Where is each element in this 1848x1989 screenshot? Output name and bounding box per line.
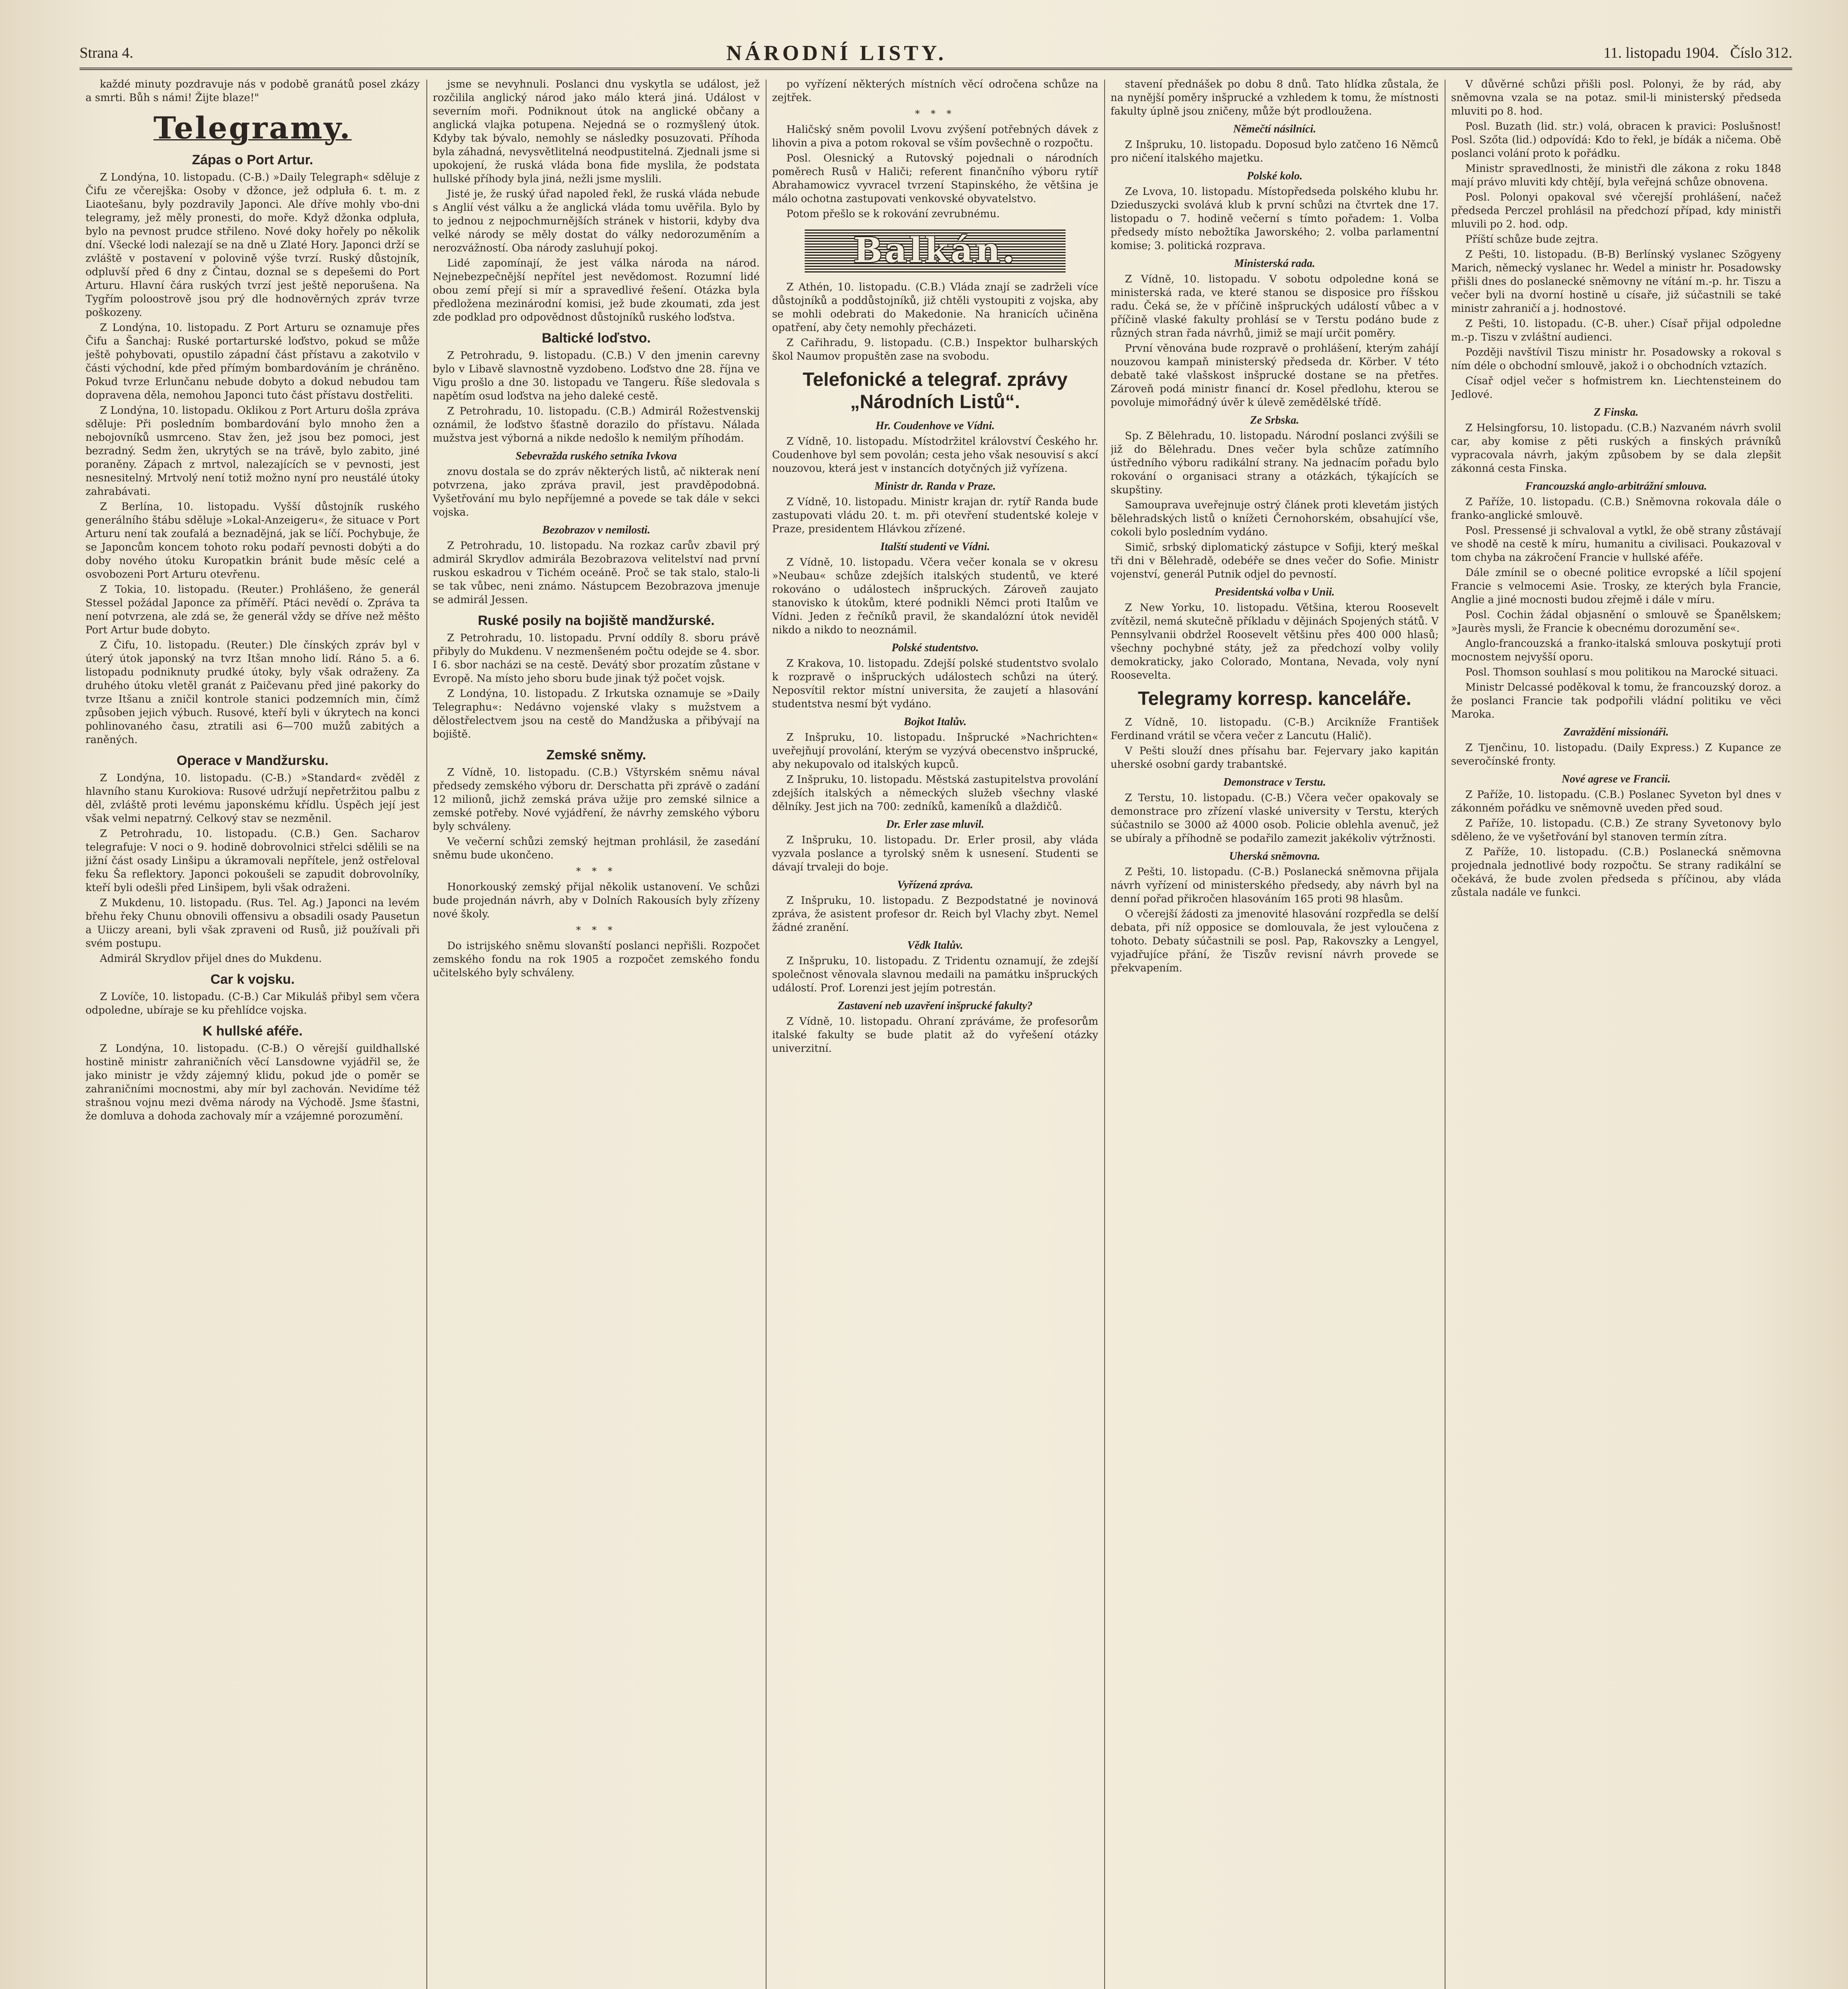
article-text: Z Londýna, 10. listopadu. (C-B.) O věrejší guildhallské hostině ministr zahraničních věcí Lansdowne vyjádřil se, že jako ministr je vždy zájemný klidu, pokud jde o poměr se zahraničními mocnostmi, aby mír byl zachován. Nevidíme též strašnou vojnu mezi dvěma národy na Východě. Jsme šťastni, že domluva a dohoda zachovaly mír a vzájemné porozumění. <box>86 1043 420 1122</box>
masthead: NÁRODNÍ LISTY. <box>726 41 947 65</box>
article-heading: Demonstrace v Terstu. <box>1223 776 1326 788</box>
article-text: Posl. Buzath (lid. str.) volá, obracen k pravici: Poslušnost! Posl. Szőta (lid.) odpovídá: Kdo to řekl, je bídák a ničema. Obě poslanci volání proto k pořádku. <box>1451 121 1781 160</box>
column-4 <box>1111 78 1439 1989</box>
article-text: Z Athén, 10. listopadu. (C.B.) Vláda znají se zadrželi více důstojníků a poddůstojníků, již chtěli vystoupiti z vojska, aby se mohli odebrati do Makedonie. Na hranicích učiněna opatření, aby čety nemohly přecházeti. <box>772 281 1098 334</box>
article-text: Císař odjel večer s hofmistrem kn. Liechtensteinem do Jedlové. <box>1451 375 1781 401</box>
date-and-issue: 11. listopadu 1904. Číslo 312. <box>1603 45 1792 61</box>
article-heading: Ruské posily na bojiště mandžurské. <box>478 613 715 628</box>
article-text: Z Pešti, 10. listopadu. (B-B) Berlínský vyslanec Szögyeny Marich, německý vyslanec hr. Wedel a ministr hr. Posadowsky přišli dnes do poslanecké sněmovny ne vítání m.-p. hr. Tiszu a večer byli na dvorní hostině u císaře, již súčastnili se také ministr zahraničí a j. hodnostové. <box>1451 249 1781 315</box>
article-text: Z Krakova, 10. listopadu. Zdejší polské studentstvo svolalo k rozpravě o inšpruckých událostech schůzi na úterý. Neposvítil rektor místní universita, že zaujetí a hlasování studentstva nesmí být vydáno. <box>772 658 1098 710</box>
article-text: Z Tjenčinu, 10. listopadu. (Daily Express.) Z Kupance ze severočínské fronty. <box>1451 742 1781 767</box>
article-text: Honorkouský zemský přijal několik ustanovení. Ve schůzi bude projednán návrh, aby v Dolních Rakousích byly zřízeny nové školy. <box>433 881 760 920</box>
article-text: Ve večerní schůzi zemský hejtman prohlásil, že zasedání sněmu bude ukončeno. <box>433 836 760 861</box>
article-text: Z Vídně, 10. listopadu. (C.B.) Vštyrském sněmu nával předsedy zemského výboru dr. Derschatta při zprávě o zadání 12 milionů, jichž zemská práva užije pro zemské silnice a zemské potřeby. Nové vyjádření, že návrhy zemského výboru byly schváleny. <box>433 767 760 833</box>
article-heading: Car k vojsku. <box>210 972 295 987</box>
article-text: Ze Lvova, 10. listopadu. Místopředseda polského klubu hr. Dzieduszycki svolává klub k první schůzi na čtvrtek dne 17. listopadu o 7. hodině večerní s tímto pořadem: 1. Volba předsedy místo nebožtíka Jaworského; 2. volba parlamentní komise; 3. politická rozprava. <box>1111 186 1439 252</box>
article-text: jsme se nevyhnuli. Poslanci dnu vyskytla se událost, jež rozčilila anglický národ jako málo která jiná. Událost v severním moři. Podniknout útok na anglické občany a anglická vlajka potupena. Nejedná se o rozmyšlený útok. Kdyby tak bývalo, nemohly se následky posuzovati. Příhoda byla záhadná, nevysvětlitelná neodpustitelná. Zjednali jsme si upokojení, že ruská vláda bona fide myslila, že podstata hullské příhody byla jiná, nežli jsme myslili. <box>433 78 760 185</box>
article-text: Z Pešti, 10. listopadu. (C-B.) Poslanecká sněmovna přijala návrh vyřízení od ministerského předsedy, aby návrh byl na denní pořad přikročen hlasováním 165 proti 98 hlasům. <box>1111 866 1439 905</box>
article-text: Admirál Skrydlov přijel dnes do Mukdenu. <box>100 953 322 965</box>
column-3 <box>772 78 1098 1989</box>
article-text: Do istrijského sněmu slovanští poslanci nepřišli. Rozpočet zemského fondu na rok 1905 a rozpočet zemského fondu učitelského byly schváleny. <box>433 940 760 979</box>
article-heading: Operace v Mandžursku. <box>177 753 329 768</box>
article-text: Z Vídně, 10. listopadu. Včera večer konala se v okresu »Neubau« schůze zdejších italských studentů, ve které rokováno o událostech inšpruckých. Zároveň zaujato stanovisko k útokům, které podnikli Němci proti Italům ve Vídni. Jeden z řečníků pravil, že skandalózní útok neviděl nikdo a nikdo to neoznámil. <box>772 557 1098 636</box>
article-text: po vyřízení některých místních věcí odročena schůze na zejtřek. <box>772 78 1098 104</box>
article-text: Lidé zapomínají, že jest válka národa na národ. Nejnebezpečnější nepřítel jest nevědomost. Rozumní lidé obou zemí přejí si mír a spravedlivé řešení. Otázka byla předložena mezinárodní komisi, jež bude zkoumati, zda jest zde podklad pro odpovědnost důstojníků ruského loďstva. <box>433 257 760 323</box>
article-text: Z Helsingforsu, 10. listopadu. (C.B.) Nazvaném návrh svolil car, aby komise z pěti ruských a finských právníků vypracovala návrh, jakým způsobem by se dala zlepšit zákonná cesta Finska. <box>1451 422 1781 475</box>
article-text: Dále zmínil se o obecné politice evropské a líčil spojení Francie s velmocemi Asie. Trosky, ze kterých byla Francie, Anglie a jiné mocnosti budou zřejmě i dále v míru. <box>1451 567 1781 606</box>
article-heading: Francouzská anglo-arbitrážní smlouva. <box>1525 480 1707 492</box>
article-heading: Presidentská volba v Unii. <box>1214 586 1335 598</box>
article-heading: Italští studenti ve Vídni. <box>880 541 990 553</box>
article-text: každé minuty pozdravuje nás v podobě granátů posel zkázy a smrti. Bůh s námi! Žijte blaze!" <box>86 78 420 104</box>
article-text: Posl. Thomson souhlasí s mou politikou na Marocké situaci. <box>1465 666 1778 678</box>
article-text: Z Pešti, 10. listopadu. (C-B. uher.) Císař přijal odpoledne m.-p. Tiszu v zvláštní audienci. <box>1451 318 1781 343</box>
section-title: Telegramy. <box>153 110 352 146</box>
separator-stars: * * * <box>915 108 955 119</box>
article-text: Z Londýna, 10. listopadu. Z Port Arturu se oznamuje přes Čifu a Šanchaj: Ruské portarturské loďstvo, pokud se může ještě pohybovati, opustilo západní část přístavu a zakotvilo v části východní, kde před přímým bombardováním je chráněno. Pokud tvrze Erlunčanu nebude dobyto a dokud nebudou tam dopravena děla, nemohou Japonci tuto část přístavu dostřeliti. <box>86 322 420 401</box>
article-text: Samouprava uveřejnuje ostrý článek proti klevetám jistých bělehradských listů o knížeti Černohorském, obsahující vše, cokoli bylo posledním vydáno. <box>1111 499 1439 538</box>
article-heading: Zavraždění missionáři. <box>1563 726 1669 738</box>
article-heading: Němečtí násilníci. <box>1233 123 1316 135</box>
column-5 <box>1451 78 1781 1989</box>
article-heading: Bojkot Italův. <box>904 716 967 728</box>
article-text: Z Vídně, 10. listopadu. Ministr krajan dr. rytíř Randa bude zastupovati vládu 20. t. m. při otevření studentské koleje v Praze, presidentem Hlávkou zřízené. <box>772 496 1098 535</box>
column-divider <box>1104 80 1105 1989</box>
page-label: Strana 4. <box>80 45 134 61</box>
article-text: První věnována bude rozpravě o prohlášení, kterým zahájí nouzovou kampaň ministerský předseda dr. Körber. V této debatě také vlašskost inšprucké dostane se na přetřes. Zároveň podá ministr financí dr. Kosel předlohu, kterou se povoluje mimořádný úvěr k úlevě zemědělské třídě. <box>1111 343 1439 409</box>
article-text: Z Vídně, 10. listopadu. V sobotu odpoledne koná se ministerská rada, ve které stanou se disposice pro říšskou radu. Čeká se, že v příčině inšpruckých událostí vůbec a v příčině vlaské fakulty prohlásí se v Terstu podáno bude z různých stran řada návrhů, jimiž se mají určit poměry. <box>1111 273 1439 339</box>
article-text: Příští schůze bude zejtra. <box>1465 234 1599 245</box>
header-rule <box>80 68 1792 70</box>
article-text: Simič, srbský diplomatický zástupce v Sofiji, který meškal tři dni v Bělehradě, odebéře se dnes večer do Sofie. Ministr vojenství, generál Putnik odjel do pevností. <box>1111 541 1439 580</box>
article-text: Z Petrohradu, 9. listopadu. (C.B.) V den jmenin carevny bylo v Libavě slavnostně vyzdobeno. Loďstvo dne 28. října ve Vigu prošlo a dne 30. listopadu ve Tangeru. Říše sledovala s napětím osud loďstva na jeho daleké cestě. <box>433 350 760 402</box>
article-text: V důvěrné schůzi přišli posl. Polonyi, že by rád, aby sněmovna vzala se na potaz. smil-li ministerský předseda mluviti po 8. hod. <box>1451 78 1781 117</box>
article-text: Z Cařihradu, 9. listopadu. (C.B.) Inspektor bulharských škol Naumov propuštěn zase na svobodu. <box>772 337 1098 362</box>
article-heading: Vyřízená zpráva. <box>897 879 973 891</box>
article-heading: Sebevražda ruského setníka Ivkova <box>515 450 677 462</box>
article-text: Z Inšpruku, 10. listopadu. Doposud bylo zatčeno 16 Němců pro ničení italského majetku. <box>1111 139 1439 164</box>
article-heading: Baltické loďstvo. <box>542 331 651 346</box>
article-text: Ministr spravedlnosti, že ministři dle zákona z roku 1848 mají právo mluviti kdy chtějí, byla veřejná schůze obnovena. <box>1451 163 1781 188</box>
article-text: V Pešti slouží dnes přísahu bar. Fejervary jako kapitán uherské osobní gardy trabantské. <box>1111 745 1439 771</box>
section-title-telefonicke: Telefonické a telegraf. zprávy „Národních Listů“. <box>802 369 1068 413</box>
article-text: Z Londýna, 10. listopadu. Z Irkutska oznamuje se »Daily Telegraphu«: Nedávno vojenské vlaky s mužstvem a dělostřelectvem jsou na cestě do Mandžuska a přibývají na bojiště. <box>433 688 760 740</box>
article-text: znovu dostala se do zpráv některých listů, ač nikterak není potvrzena, jako zpráva pravil, jest pravděpodobná. Vyšetřování mu bylo nepříjemné a povede se tak dále v sekci vojska. <box>433 466 760 518</box>
article-text: Haličský sněm povolil Lvovu zvýšení potřebných dávek z lihovin a piva a potom rokoval se vším povšechně o rozpočtu. <box>772 124 1098 149</box>
article-text: Z Inšpruku, 10. listopadu. Z Bezpodstatné je novinová zpráva, že asistent profesor dr. Reich byl Vlachy zbyt. Nemel žádné zranění. <box>772 895 1098 934</box>
article-text: Z Čifu, 10. listopadu. (Reuter.) Dle čínských zpráv byl v úterý útok japonský na tvrz Itšan mnoho lidí. Ráno 5. a 6. listopadu podniknuty prudké útoky, byly však odraženy. Za druhého útoku vletěl granát z Paičevanu před jiné pakorky do tvrze Itšanu a zničil kontrole stanici podzemních min, čímž způsoben jejich výbuch. Rusové, kteří byli v úkrytech na konci pohlinovaného času, ztratili asi 6—700 mužů zabitých a raněných. <box>86 639 420 746</box>
article-text: Z Lovíče, 10. listopadu. (C-B.) Car Mikuláš přibyl sem včera odpoledne, ubíraje se ku přehlídce vojska. <box>86 991 420 1016</box>
article-text: Z Londýna, 10. listopadu. (C-B.) »Daily Telegraph« sděluje z Čifu ze včerejška: Osoby v džonce, jež odpluła 6. t. m. z Liaotešanu, byly pozdravily Japonci. Ale dříve mohly vbo-dni telegramy, jež měly pronesti, do moře. Když džonka odpluła, bylo na pevnost prudce střileno. Nové doky hořely po několik dní. Všecké lodi nalezají se na dně u Zlaté Hory. Japonci drží se zvláště v postavení v polovině výše tvrzí. Ruský důstojník, odpluvší před 6 dny z Čintau, doznal se s depešemi do Port Arturu. Hlavní čára ruských tvrzí jest ještě neporušena. Na Tygřím poloostrově jsou prý dle hodnověrných zpráv tvrze poškozeny. <box>86 171 420 319</box>
article-heading: Zemské sněmy. <box>546 747 646 763</box>
article-text: Z Vídně, 10. listopadu. Ohraní zpráváme, že profesorům italské fakulty se bude platit až do vyřešení otázky univerzitní. <box>772 1016 1098 1055</box>
article-text: Později navštívil Tiszu ministr hr. Posadowsky a rokoval s ním déle o obchodní smlouvě, jakož i o obchodních vztazích. <box>1451 346 1781 372</box>
article-text: Posl. Pressensé ji schvaloval a vytkl, že obě strany zůstávají ve shodě na cestě k míru, humanitu a civilisaci. Poukazoval v tom chyba na zákročení Francie v hullské aféře. <box>1451 525 1781 564</box>
article-heading: Ze Srbska. <box>1250 414 1299 426</box>
article-text: Z Mukdenu, 10. listopadu. (Rus. Tel. Ag.) Japonci na levém břehu řeky Chunu obnovili offensivu a obsadili osady Pausetun a Uiiczy areani, byli však zpraveni od Rusů, již používali při svém postupu. <box>86 897 420 950</box>
article-heading: Zastavení neb uzavření inšprucké fakulty? <box>837 1000 1033 1012</box>
article-text: stavení přednášek po dobu 8 dnů. Tato hlídka zůstala, že na nynější poměry inšprucké a vzhledem k tomu, že místnosti fakulty úplně jsou zničeny, může být prodloužena. <box>1111 78 1439 117</box>
separator-stars: * * * <box>576 924 617 936</box>
article-text: Z Tokia, 10. listopadu. (Reuter.) Prohlášeno, že generál Stessel požádal Japonce za příměří. Ptáci nevědí o. Zpráva ta není potvrzena, ale zdá se, že generál vždy se dříve než měšto Port Artur bude dobyto. <box>86 584 420 636</box>
article-text: Jisté je, že ruský úřad napoled řekl, že ruská vláda nebude s Anglií vést válku a že anglická vláda tomu uvěřila. Bylo by to jednou z nejpochmurnějších stránek v historii, kdyby dva velké národy se měly dostat do války nedorozuměním a nerozvážností. Oba národy zasluhují pokoj. <box>433 188 760 254</box>
article-text: Posl. Cochin žádal objasnění o smlouvě se Španělskem; »Jaurès mysli, že Francie k obecnému dorozumění se«. <box>1451 609 1781 634</box>
article-heading: Uherská sněmovna. <box>1229 850 1320 862</box>
article-text: Z Paříže, 10. listopadu. (C.B.) Sněmovna rokovala dále o franko-anglické smlouvě. <box>1451 496 1781 522</box>
article-text: Z Londýna, 10. listopadu. (C-B.) »Standard« zvěděl z hlavního stanu Kurokiova: Rusové udržují nepřetržitou palbu z děl, zvláště proti levému japonskému křídlu. Úspěch její jest však velmi nepatrný. Celkový stav se nezměnil. <box>86 772 420 825</box>
article-text: Z New Yorku, 10. listopadu. Většina, kterou Roosevelt zvítězil, nemá skutečně příkladu v dějinách Spojených států. V Pennsylvanii obdržel Roosevelt většinu přes 400 000 hlasů; všechny pochybné státy, jež za předchozí volby volily demokraticky, jako Colorado, Montana, Nevada, voly nyní Roosevelta. <box>1111 602 1439 681</box>
article-heading: Bezobrazov v nemilosti. <box>542 524 650 536</box>
article-text: O včerejší žádosti za jmenovité hlasování rozpředla se delší debata, při níž opposice se domlouvala, že jest vyloučena z tohoto. Debaty súčastnili se posl. Pap, Rakovszky a Lengyel, vyjadřujíce přání, že Tiszův revisní návrh provede se překvapením. <box>1111 908 1439 974</box>
article-text: Sp. Z Bělehradu, 10. listopadu. Národní poslanci zvýšili se již do Bělehradu. Dnes večer byla schůze zatímního ústředního výboru radikální strany. Na jednacím pořadu bylo rokování o organisaci strany a otázkách, týkajících se skupštiny. <box>1111 430 1439 496</box>
article-heading: Hr. Coudenhove ve Vídni. <box>875 420 995 432</box>
column-2 <box>433 78 760 1989</box>
article-text: Z Inšpruku, 10. listopadu. Z Tridentu oznamují, že zdejší společnost věnovala slavnou medaili na památku inšpruckých událostí. Prof. Lorenzi jest jejím potrestán. <box>772 955 1098 994</box>
article-text: Z Inšpruku, 10. listopadu. Dr. Erler prosil, aby vláda vyzvala poslance a tyrolský sněm k usnesení. Studenti se dávají trvaleji do boje. <box>772 834 1098 873</box>
article-heading: Ministerská rada. <box>1234 257 1315 270</box>
article-text: Z Vídně, 10. listopadu. Místodržitel království Českého hr. Coudenhove byl sem povolán; cesta jeho však nesouvisí s akcí nouzovou, která jest v instancích dotyčných již vyřízena. <box>772 436 1098 475</box>
article-heading: Polské kolo. <box>1247 170 1303 182</box>
column-divider <box>426 80 427 1989</box>
article-heading: K hullské aféře. <box>202 1024 303 1039</box>
article-text: Z Vídně, 10. listopadu. (C-B.) Arcikníže František Ferdinand vrátil se včera večer z Lancutu (Halič). <box>1111 716 1439 742</box>
article-text: Z Paříže, 10. listopadu. (C.B.) Ze strany Syvetonovy bylo sděleno, že ve vyšetřování byl stanoven termín zítra. <box>1451 817 1781 843</box>
article-text: Z Petrohradu, 10. listopadu. (C.B.) Gen. Sacharov telegrafuje: V noci o 9. hodině dobrovolnici střelci sdělili se na jižní část osady Linšipu a úkramovali nepřítele, jenž ostřeloval feku Ša reflektory. Japonci pokoušeli se zapudit dobrovolníky, kteří byli odešli před Linšipem, byli však odraženi. <box>86 828 420 894</box>
article-text: Z Londýna, 10. listopadu. Oklikou z Port Arturu došla zpráva sděluje: Při posledním bombardování bylo mnoho žen a nebojovníků usmrceno. Stav žen, jež jsou bez pomoci, jest bezradný. Sedm žen, ukrytých se na trávě, bylo zabito, jiné poraněny. Zápach z mrtvol, nalezajících se v pevnosti, jest nesnesitelný. Mrtvolý není totiž možno nyní pro neustálé útoky zahrabávati. <box>86 405 420 498</box>
article-text: Posl. Polonyi opakoval své včerejší prohlášení, načež předseda Perczel prohlásil na předchozí případ, kdy ministři mluvili po 2. hod. odp. <box>1451 191 1781 230</box>
column-1 <box>86 78 420 1989</box>
article-text: Z Inšpruku, 10. listopadu. Inšprucké »Nachrichten« uveřejňují provolání, kterým se vyzývá obecenstvo inšprucké, aby nekupovalo od italských kupců. <box>772 732 1098 771</box>
article-text: Ministr Delcassé poděkoval k tomu, že francouzský doroz. a že poslanci Francie tak podpořili vládní politiku ve věci Maroka. <box>1451 681 1781 720</box>
separator-stars: * * * <box>576 866 617 877</box>
article-text: Anglo-francouzská a franko-italská smlouva poskytují proti mocnostem nejvyšší oporu. <box>1451 638 1781 663</box>
article-text: Z Petrohradu, 10. listopadu. (C.B.) Admirál Rožestvenskij oznámil, že loďstvo šťastně dorazilo do přístavu. Nálada mužstva jest výborná a nikde nedošlo k nemilým příhodám. <box>433 405 760 444</box>
section-title-balkan: Balkán. <box>805 229 1066 272</box>
article-text: Z Paříže, 10. listopadu. (C.B.) Poslanecká sněmovna projednala jednotlivé body rozpočtu. Se strany radikální se očekává, že bude zvolen předseda s příčinou, aby vláda zůstala nadále ve funkci. <box>1451 846 1781 899</box>
article-heading: Z Finska. <box>1593 406 1639 418</box>
article-heading: Zápas o Port Artur. <box>192 152 313 167</box>
article-text: Z Berlína, 10. listopadu. Vyšší důstojník ruského generálního štábu sděluje »Lokal-Anzeigeru«, že situace v Port Arturu není tak zoufalá a beznadějná, jak se líčí. Pochybuje, že se Japoncům koncem tohoto roku podaří pevnosti dobýti a do doby nového útoku Kuropatkin bránit bude měsíc celé a osvobozeni Port Arturu otevřenu. <box>86 501 420 580</box>
article-heading: Polské studentstvo. <box>891 642 979 654</box>
article-text: Z Terstu, 10. listopadu. (C-B.) Včera večer opakovaly se demonstrace pro zřízení vlaské university v Terstu, kterých súčastnilo se 3000 až 4000 osob. Policie oblehla avenuč, jež se ubíraly a příhodně se podařilo zamezit jakékoliv výtržnosti. <box>1111 792 1439 845</box>
article-heading: Vědk Italův. <box>907 939 963 952</box>
article-heading: Ministr dr. Randa v Praze. <box>874 480 996 492</box>
article-text: Z Petrohradu, 10. listopadu. Na rozkaz carův zbavil prý admirál Skrydlov admirála Bezobrazova velitelství nad první ruskou eskadrou v Tichém oceáně. Proč se tak stalo, stalo-li se tak vůbec, neni známo. Nástupcem Bezobrazova jmenuje se admirál Jessen. <box>433 540 760 606</box>
article-text: Z Paříže, 10. listopadu. (C.B.) Poslanec Syveton byl dnes v zákonném pořádku ve sněmovně uveden před soud. <box>1451 789 1781 814</box>
article-heading: Dr. Erler zase mluvil. <box>886 818 984 831</box>
article-text: Z Inšpruku, 10. listopadu. Městská zastupitelstva provolání zdejších italských a německých služeb všechny vlaské dělníky. Jest jich na 700: zedníků, kameníků a dlaždičů. <box>772 774 1098 813</box>
article-text: Potom přešlo se k rokování zevrubnému. <box>786 208 1000 220</box>
article-text: Z Petrohradu, 10. listopadu. První oddíly 8. sboru právě přibyly do Mukdenu. V nezmenšeném počtu odejde se 4. sbor. I 6. sbor nacházi se na cestě. Devátý sbor prozatím zůstane v Evropě. Na místo jeho sboru bude jinak týž počet vojsk. <box>433 632 760 685</box>
article-text: Posl. Olesnický a Rutovský pojednali o národních poměrech Rusů v Haliči; referent finančního výboru rytíř Abrahamowicz vyvracel tvrzení Stapinského, že většina je málo ochotna zastupovati venkovské obyvatelstvo. <box>772 152 1098 205</box>
section-title-telegramy-korresp: Telegramy korresp. kanceláře. <box>1138 688 1412 709</box>
article-heading: Nové agrese ve Francii. <box>1562 773 1671 785</box>
